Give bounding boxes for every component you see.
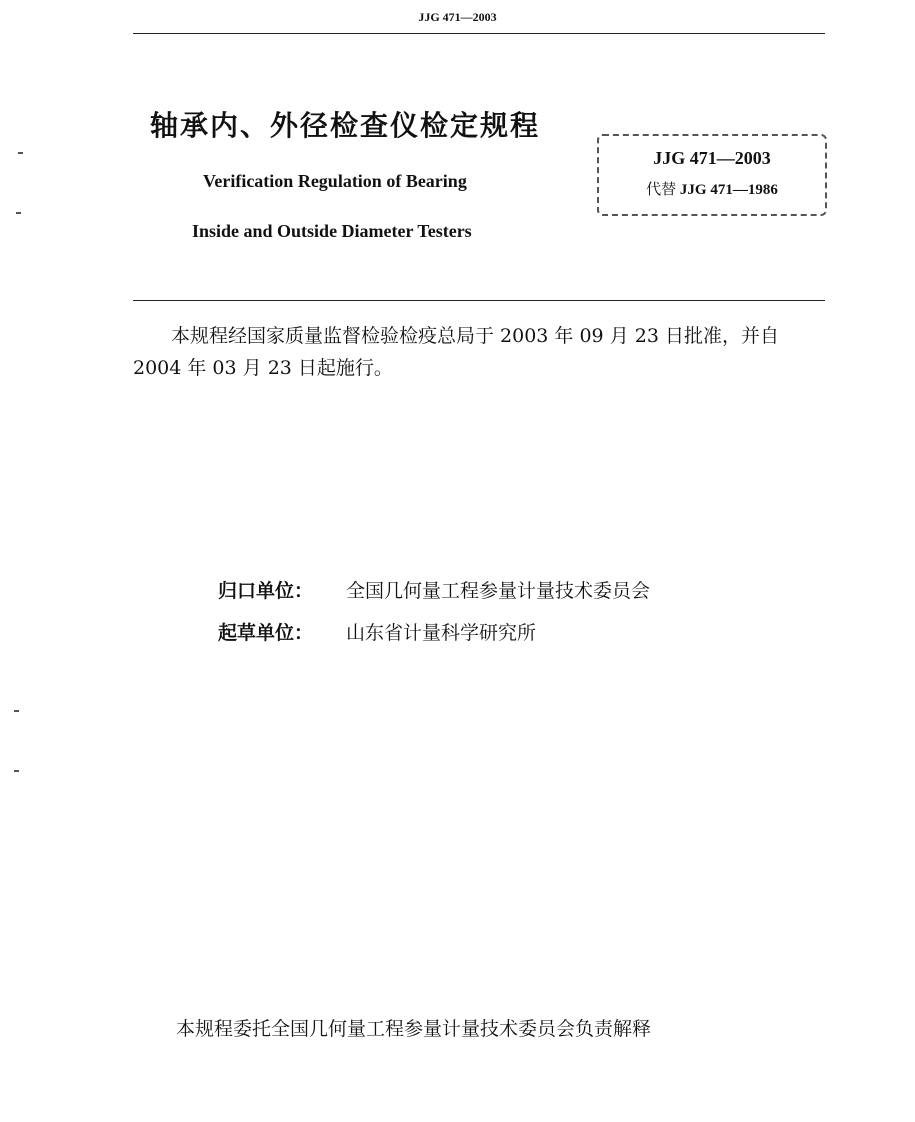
scan-mark [14, 770, 19, 772]
title-english-line2: Inside and Outside Diameter Testers [192, 221, 472, 241]
header-code: JJG 471—2003 [418, 10, 497, 24]
drafting-unit-label: 起草单位： [218, 622, 314, 644]
scan-mark [14, 710, 19, 712]
standard-code: JJG 471—2003 [653, 148, 771, 168]
header-rule [133, 33, 825, 34]
responsible-unit-value: 全国几何量工程参量计量技术委员会 [346, 580, 651, 602]
title-rule [133, 300, 825, 301]
title-chinese: 轴承内、外径检查仪检定规程 [150, 109, 541, 142]
responsible-unit-label: 归口单位： [218, 580, 314, 602]
title-english-line1: Verification Regulation of Bearing [203, 171, 467, 191]
standard-code-box [597, 134, 827, 216]
approval-text: 本规程经国家质量监督检验检疫总局于 2003 年 09 月 23 日批准，并自 2004 年 03 月 23 日起施行。 [133, 325, 779, 379]
drafting-unit-value: 山东省计量科学研究所 [346, 622, 537, 644]
scan-mark [16, 212, 21, 214]
replaces-code: JJG 471—1986 [679, 182, 778, 198]
replaces-line [599, 178, 825, 199]
interpretation-note: 本规程委托全国几何量工程参量计量技术委员会负责解释 [176, 1018, 652, 1040]
replaces-prefix: 代替 [646, 182, 677, 198]
drafting-unit-row [218, 618, 536, 645]
responsible-unit-row [218, 576, 650, 603]
scan-mark [18, 152, 23, 154]
